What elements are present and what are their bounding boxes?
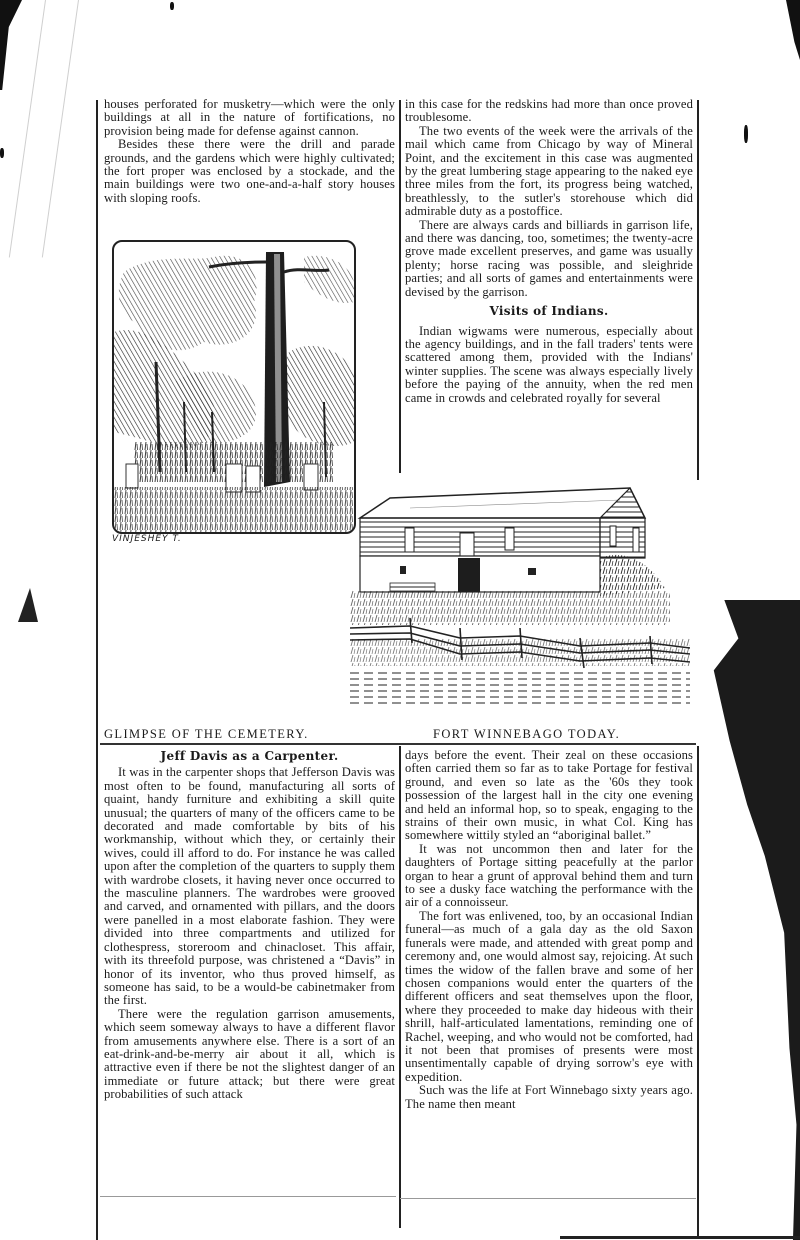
paragraph: There are always cards and billiards in garrison life, and there was dancing, too, sometimes; the twenty-acre grove made excellent preserves, and game was usually plenty; horse racing was possible, and sleighride parties; and all sorts of games and entertainments were devised by the garrison. — [405, 217, 693, 299]
cemetery-sketch-icon — [114, 242, 354, 532]
article-column-top-right — [405, 98, 693, 405]
torn-edge-left-fragment — [18, 588, 38, 622]
torn-edge-top-right — [786, 0, 800, 60]
column-divider-bottom — [399, 746, 401, 1228]
paragraph: There were the regulation garrison amusements, which seem someway always to have a different flavor from amusements anywhere else. There is a sort of an eat-drink-and-be-merry air about it all, which is attractive even if there be not the slightest danger of an immediate or future attack; but there were great probabilities of such attack — [104, 1006, 395, 1102]
caption-fort-winnebago: FORT WINNEBAGO TODAY. — [433, 727, 621, 741]
torn-edge-right — [712, 600, 800, 1240]
paragraph: days before the event. Their zeal on these occasions often carried them so far as to take Portage for festival ground, and even so late as the '60s they took possession of the largest hall in the city one evening and held an informal hop, so to speak, engaging to the strains of their own music, in what Col. King has somewhere wittily styled an “aboriginal ballet.” — [405, 748, 693, 843]
left-margin-rule — [96, 100, 98, 1240]
paper-crease — [42, 0, 79, 258]
paragraph: It was in the carpenter shops that Jefferson Davis was most often to be found, manufacturing all sorts of quaint, handy furniture and exhibiting a skill quite unusual; the quarters of many of the officers came to be decorated and made comfortable by bits of his workmanship, without which they, or certainly their wives, could ill afford to do. For instance he was called upon after the completion of the quarters to supply them with wardrobe closets, it having never once occurred to the masculine planners. The wardrobes were grooved and carved, and ornamented with pillars, and the doors were panelled in a most elaborate fashion. They were divided into three compartments and utilized for clothespress, storeroom and chinacloset. This affair, with its threefold purpose, was christened a “Davis” in honor of its inventor, who thus proved himself, as someone has said, to be a would-be cabinetmaker from the first. — [104, 765, 395, 1008]
paragraph: Besides these there were the drill and parade grounds, and the gardens which were highly cultivated; the fort proper was enclosed by a stockade, and the main buildings were two one-and-a-half story houses with sloping roofs. — [104, 137, 395, 205]
caption-underline-rule — [100, 743, 696, 745]
paragraph: Indian wigwams were numerous, especially about the agency buildings, and in the fall traders' tents were scattered among them, provided with the Indians' winter supplies. The scene was always especially lively before the paying of the annuity, when the red men came in crowds and celebrated royally for several — [405, 323, 693, 405]
subheading-visits-of-indians: Visits of Indians. — [489, 304, 609, 319]
paragraph: The fort was enlivened, too, by an occasional Indian funeral—as much of a gala day as the old Saxon funerals were made, and attended with great pomp and ceremony and, one would almost say, rejoicing. At such times the widow of the fallen brave and some of her chosen companions would enter the quarters of the different officers and seat themselves upon the floor, where they proceeded to make day hideous with their shrill, half-articulated lamentations, reminding one of Rachel, weeping, and who would not be comforted, had it not been that promises of presents were most unsentimentally capable of drying sorrow's eye with expedition. — [405, 908, 693, 1084]
right-margin-rule-top — [697, 100, 699, 480]
paragraph: The two events of the week were the arrivals of the mail which came from Chicago by way of Mineral Point, and the excitement in this case was augmented by the great lumbering stage appearing to the naked eye three miles from the fort, its progress being watched, breathlessly, to the sutler's storehouse which did admirable duty as a postoffice. — [405, 123, 693, 219]
article-column-top-left — [104, 98, 395, 205]
bottom-edge-shadow — [560, 1236, 800, 1239]
article-column-bottom-left — [104, 748, 395, 1102]
paper-crease — [9, 0, 46, 258]
column-end-rule-right — [400, 1198, 696, 1199]
paragraph: in this case for the redskins had more than once proved troublesome. — [405, 97, 693, 125]
torn-edge-top-left — [0, 0, 22, 90]
paragraph: houses perforated for musketry—which were the only buildings at all in the nature of fortifications, no provision being made for defense against cannon. — [104, 97, 395, 138]
paragraph: It was not uncommon then and later for the daughters of Portage sitting peacefully at the parlor organ to hear a grunt of approval behind them and turn to see a dusky face watching the performance with the air of a connoisseur. — [405, 841, 693, 910]
ink-speck — [0, 148, 4, 158]
right-margin-rule-bottom — [697, 746, 699, 1236]
artist-signature: VINJESHEY T. — [112, 534, 182, 544]
ink-speck — [744, 125, 748, 143]
fort-winnebago-illustration — [350, 478, 690, 708]
caption-cemetery: GLIMPSE OF THE CEMETERY. — [104, 727, 309, 741]
cemetery-illustration — [112, 240, 356, 534]
paragraph: Such was the life at Fort Winnebago sixty years ago. The name then meant — [405, 1083, 693, 1111]
ink-speck — [170, 2, 174, 10]
fort-building-sketch-icon — [350, 478, 690, 708]
column-divider-top — [399, 100, 401, 473]
article-column-bottom-right — [405, 749, 693, 1111]
column-end-rule-left — [100, 1196, 396, 1197]
subheading-jeff-davis: Jeff Davis as a Carpenter. — [160, 749, 339, 763]
